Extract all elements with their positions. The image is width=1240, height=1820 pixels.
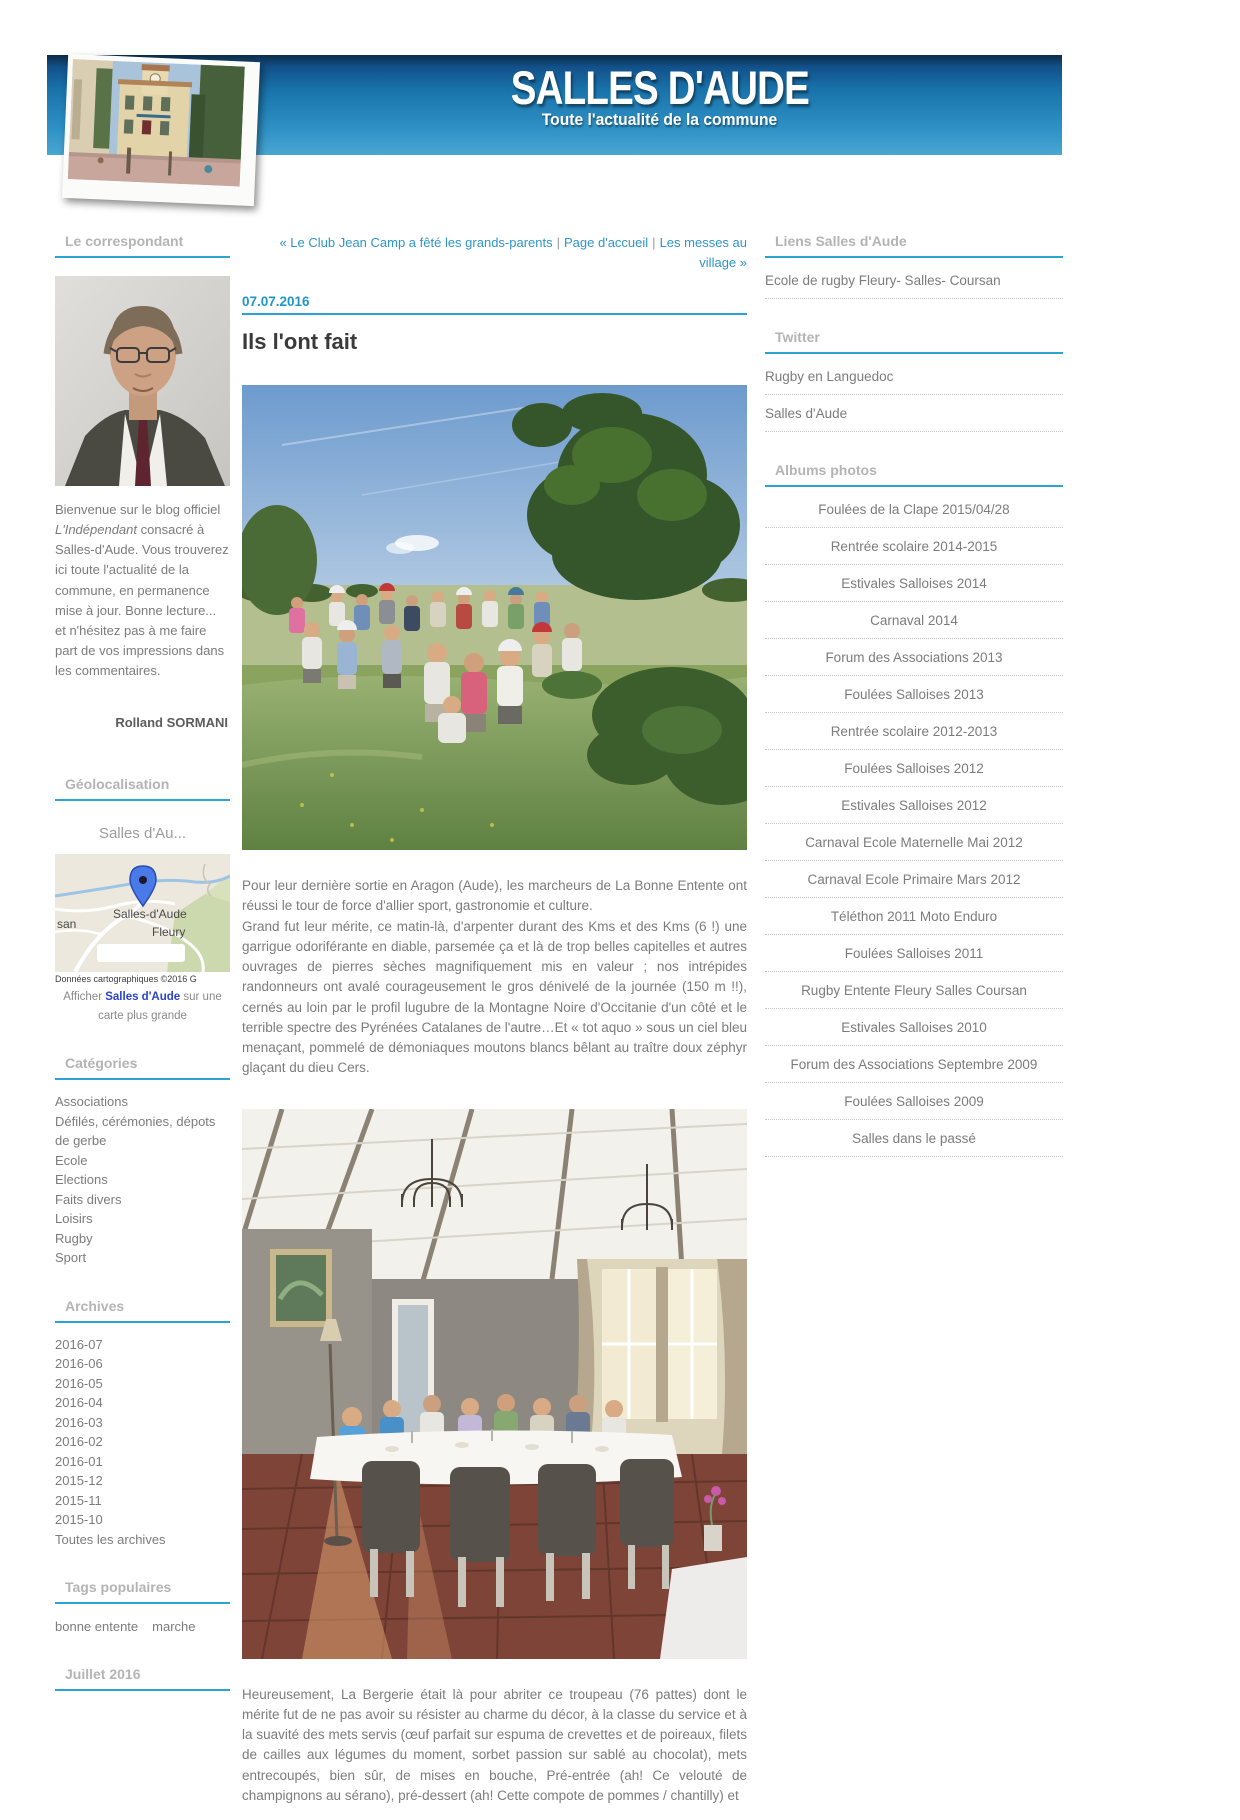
liens-link[interactable]: Ecole de rugby Fleury- Salles- Coursan [765,262,1063,299]
album-link[interactable]: Salles dans le passé [765,1120,1063,1157]
blog-description: Bienvenue sur le blog officiel L'Indépendant consacré à Salles-d'Aude. Vous trouverez ici toute l'actualité de la commune, en permanence mise à jour. Bonne lecture... et n'hésitez pas à me faire part de vos impressions dans les commentaires. [55,502,229,679]
svg-text:san: san [57,917,77,932]
album-link[interactable]: Rentrée scolaire 2014-2015 [765,528,1063,565]
twitter-heading: Twitter [765,329,1063,354]
categories-widget [55,1055,230,1268]
archive-link[interactable]: 2016-07 [55,1336,103,1352]
twitter-link[interactable]: Salles d'Aude [765,395,1063,432]
category-link[interactable]: Ecole [55,1152,88,1168]
album-link[interactable]: Estivales Salloises 2014 [765,565,1063,602]
twitter-widget [765,329,1063,432]
tags-widget [55,1579,230,1636]
post-title: Ils l'ont fait [242,329,358,354]
archive-link[interactable]: 2016-04 [55,1395,103,1411]
categories-heading: Catégories [55,1055,230,1080]
archive-link[interactable]: 2016-05 [55,1375,103,1391]
album-link[interactable]: Foulées Salloises 2012 [765,750,1063,787]
album-link[interactable]: Rugby Entente Fleury Salles Coursan [765,972,1063,1009]
map-embed[interactable] [55,854,230,972]
archive-link[interactable]: Toutes les archives [55,1531,166,1547]
home-link[interactable]: Page d'accueil [564,235,649,250]
site-subtitle: Toute l'actualité de la commune [541,110,778,130]
portrait-image [55,276,230,486]
site-header [47,55,1062,155]
archive-link[interactable]: 2016-06 [55,1356,103,1372]
post-photo-restaurant [242,1109,747,1659]
liens-widget [765,233,1063,299]
twitter-link[interactable]: Rugby en Languedoc [765,358,1063,395]
main-content [242,233,747,1820]
tags-heading: Tags populaires [55,1579,230,1604]
album-link[interactable]: Forum des Associations Septembre 2009 [765,1046,1063,1083]
tag-link[interactable]: bonne entente [55,1619,139,1635]
album-link[interactable]: Foulées Salloises 2009 [765,1083,1063,1120]
svg-text:Fleury: Fleury [152,925,186,940]
correspondant-heading: Le correspondant [55,233,230,258]
author-name: Rolland SORMANI [115,715,228,731]
albums-heading: Albums photos [765,462,1063,487]
archives-widget [55,1298,230,1550]
right-sidebar [765,233,1063,1187]
category-link[interactable]: Associations [55,1094,128,1110]
restaurant-dining-image [242,1109,747,1659]
album-link[interactable]: Rentrée scolaire 2012-2013 [765,713,1063,750]
album-link[interactable]: Carnaval 2014 [765,602,1063,639]
archive-link[interactable]: 2015-12 [55,1473,103,1489]
category-link[interactable]: Elections [55,1172,108,1188]
album-link[interactable]: Foulées de la Clape 2015/04/28 [765,491,1063,528]
geolocalisation-heading: Géolocalisation [55,776,230,801]
archive-link[interactable]: 2016-03 [55,1414,103,1430]
category-link[interactable]: Rugby [55,1230,93,1246]
post-date: 07.07.2016 [242,294,747,315]
album-link[interactable]: Téléthon 2011 Moto Enduro [765,898,1063,935]
calendar-widget [55,1666,230,1691]
archive-link[interactable]: 2016-01 [55,1453,103,1469]
album-link[interactable]: Forum des Associations 2013 [765,639,1063,676]
album-link[interactable]: Estivales Salloises 2012 [765,787,1063,824]
map-widget-title: Salles d'Au... [98,825,187,843]
post-paragraph-2: Heureusement, La Bergerie était là pour abriter ce troupeau (76 pattes) dont le mérite fut de ne pas avoir su résister au charme du décor, à la classe du service et à la suavité des mets servis (œuf parfait sur espuma de crevettes et de poireaux, filets de cailles aux légumes du moment, sorbet passion sur sablé au chocolat), mets entrecoupés, bien sûr, de mises en bouche, Pré-entrée (ah! Ce velouté de champignons au sérano), pré-dessert (ah! Cette compote de pommes / chantilly) et [242,1686,747,1803]
archives-heading: Archives [55,1298,230,1323]
map-enlarge-link[interactable]: Salles d'Aude [105,991,181,1004]
archive-link[interactable]: 2016-02 [55,1434,103,1450]
archive-link[interactable]: 2015-10 [55,1512,103,1528]
correspondant-portrait [55,276,230,486]
category-link[interactable]: Loisirs [55,1211,93,1227]
post-paragraph-1: Pour leur dernière sortie en Aragon (Aude), les marcheurs de La Bonne Entente ont réussi le tour de force d'allier sport, gastronomie et culture. Grand fut leur mérite, ce matin-là, d'arpenter durant des Kms et des Kms (6 !) une garrigue odoriférante en diable, parsemée ça et là de trop belles capitelles et autres ouvrages de pierres sèches magnifiquement mis en valeur ; nos intrépides randonneurs ont avalé courageusement le gros dénivelé de la journée (150 m !!), cernés au loin par le profil lugubre de la Montagne Noire d'Occitanie d'un côté et le terrible spectre des Pyrénées Catalanes de l'autre…Et « tot aquo » sous un ciel bleu menaçant, pommelé de démoniaques moutons blancs bêlant au traître doux zéphyr glaçant du dieu Cers. [242,878,747,1076]
post-navigation: « Le Club Jean Camp a fêté les grands-parents | Page d'accueil | Les messes au village » [279,235,747,270]
svg-text:Salles-d'Aude: Salles-d'Aude [113,907,187,922]
village-square-image [68,59,245,186]
map-attribution: Données cartographiques ©2016 G [55,974,197,985]
header-village-photo [62,54,260,206]
albums-widget [765,462,1063,1157]
category-link[interactable]: Sport [55,1250,87,1266]
album-link[interactable]: Foulées Salloises 2013 [765,676,1063,713]
hikers-group-image [242,385,747,850]
album-link[interactable]: Foulées Salloises 2011 [765,935,1063,972]
left-sidebar [55,233,230,1721]
liens-heading: Liens Salles d'Aude [765,233,1063,258]
page [47,55,1062,1820]
archive-link[interactable]: 2015-11 [55,1492,102,1508]
album-link[interactable]: Estivales Salloises 2010 [765,1009,1063,1046]
tag-link[interactable]: marche [152,1619,196,1635]
album-link[interactable]: Carnaval Ecole Primaire Mars 2012 [765,861,1063,898]
month-heading: Juillet 2016 [55,1666,230,1691]
album-link[interactable]: Carnaval Ecole Maternelle Mai 2012 [765,824,1063,861]
geolocalisation-widget [55,776,230,1025]
category-link[interactable]: Faits divers [55,1191,122,1207]
next-post-link[interactable]: Les messes au village » [659,235,747,270]
category-link[interactable]: Défilés, cérémonies, dépots de gerbe [55,1113,216,1149]
post-photo-hikers [242,385,747,850]
site-title: SALLES D'AUDE [510,61,809,114]
map-enlarge-line: Afficher Salles d'Aude sur une carte plus grande [63,991,222,1022]
correspondant-widget [55,233,230,730]
prev-post-link[interactable]: « Le Club Jean Camp a fêté les grands-parents [279,235,553,250]
